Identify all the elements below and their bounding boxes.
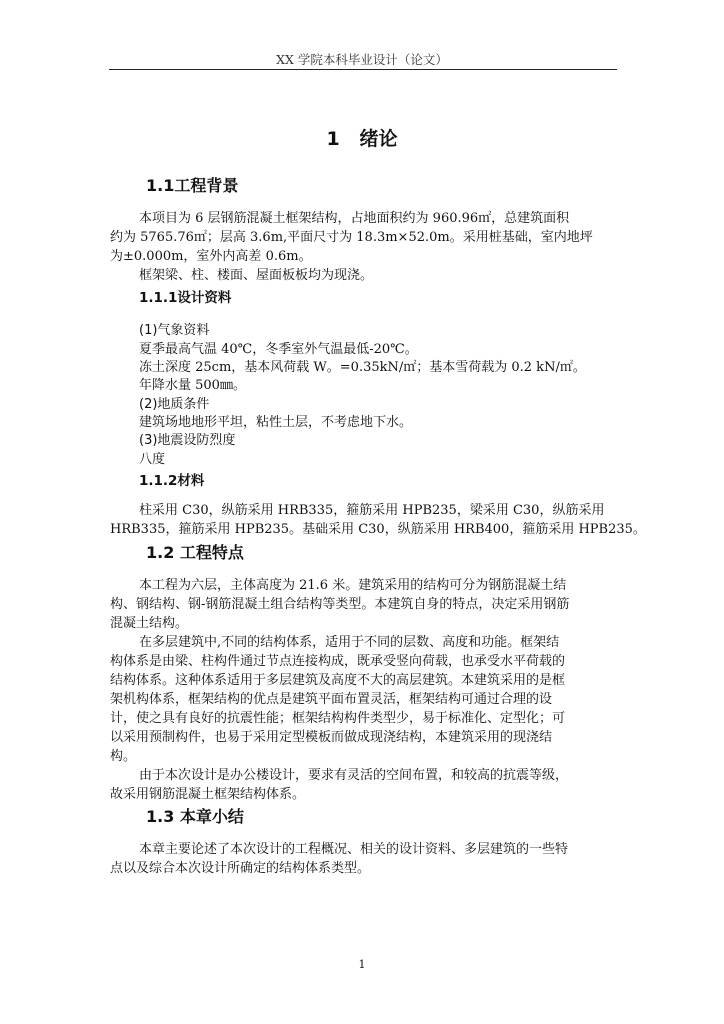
paragraph-line: 本项目为 6 层钢筋混凝土框架结构，占地面积约为 960.96㎡，总建筑面积 [139,211,570,226]
paragraph-line: 结构体系。这种体系适用于多层建筑及高度不大的高层建筑。本建筑采用的是框 [110,673,566,688]
list-item-3 [139,431,235,450]
page-header: XX 学院本科毕业设计（论文） [276,52,448,67]
section-heading-1-1: 1.1工程背景 [146,176,239,195]
chapter-title-text: 绪论 [359,128,398,150]
subsection-heading-1-1-1: 1.1.1设计资料 [139,290,232,306]
paragraph-line: 混凝土结构。 [110,616,189,631]
section-heading-1-3: 1.3 本章小结 [146,807,244,826]
list-number: (3) [139,433,158,448]
paragraph-line: 八度 [139,452,166,467]
paragraph-line: HRB335，箍筋采用 HPB235。基础采用 C30，纵筋采用 HRB400，箍筋采用 HPB235。 [110,522,646,537]
paragraph-line: 构体系是由梁、柱构件通过节点连接构成，既承受竖向荷载，也承受水平荷载的 [110,654,566,669]
header-divider [109,69,617,70]
paragraph-line: 夏季最高气温 40℃，冬季室外气温最低-20℃。 [139,342,418,357]
paragraph-line: 以采用预制构件，也易于采用定型模板而做成现浇结构，本建筑采用的现浇结 [110,730,553,745]
paragraph-line: 构、钢结构、钢-钢筋混凝土组合结构等类型。本建筑自身的特点，决定采用钢筋 [110,597,570,612]
paragraph-line: 建筑场地地形平坦，粘性土层，不考虑地下水。 [139,415,413,430]
paragraph-line: 冻土深度 25cm，基本风荷载 W。=0.35kN/㎡；基本雪荷载为 0.2 kN/㎡。 [139,360,586,375]
page-number: 1 [358,958,366,971]
paragraph-line: 架机构体系，框架结构的优点是建筑平面布置灵活，框架结构可通过合理的设 [110,692,553,707]
paragraph-line: 故采用钢筋混凝土框架结构体系。 [110,787,306,802]
list-label: 气象资料 [157,323,210,338]
list-item-1 [139,321,209,340]
paragraph-line: 年降水量 500㎜。 [139,378,246,393]
chapter-number: 1 [326,128,340,150]
chapter-title [0,124,724,151]
list-number: (1) [139,323,158,338]
section-heading-1-2: 1.2 工程特点 [146,543,244,562]
paragraph-line: 由于本次设计是办公楼设计，要求有灵活的空间布置，和较高的抗震等级， [139,768,569,783]
paragraph-line: 为±0.000m，室外内高差 0.6m。 [110,249,312,264]
list-label: 地质条件 [157,397,210,412]
paragraph-line: 框架梁、柱、楼面、屋面板板均为现浇。 [139,268,374,283]
paragraph-line: 约为 5765.76㎡；层高 3.6m,平面尺寸为 18.3m×52.0m。采用桩基础，室内地坪 [110,230,593,245]
subsection-heading-1-1-2: 1.1.2材料 [139,473,205,489]
list-item-2 [139,395,209,414]
paragraph-line: 柱采用 C30，纵筋采用 HRB335，箍筋采用 HPB235，梁采用 C30，纵筋采用 [139,503,605,518]
paragraph-line: 本工程为六层，主体高度为 21.6 米。建筑采用的结构可分为钢筋混凝土结 [139,578,567,593]
paragraph-line: 点以及综合本次设计所确定的结构体系类型。 [110,861,371,876]
list-number: (2) [139,397,158,412]
paragraph-line: 本章主要论述了本次设计的工程概况、相关的设计资料、多层建筑的一些特 [139,842,569,857]
paragraph-line: 计，使之具有良好的抗震性能；框架结构构件类型少，易于标准化、定型化；可 [110,711,566,726]
list-label: 地震设防烈度 [157,433,236,448]
paragraph-line: 在多层建筑中,不同的结构体系，适用于不同的层数、高度和功能。框架结 [139,635,560,650]
paragraph-line: 构。 [110,749,137,764]
